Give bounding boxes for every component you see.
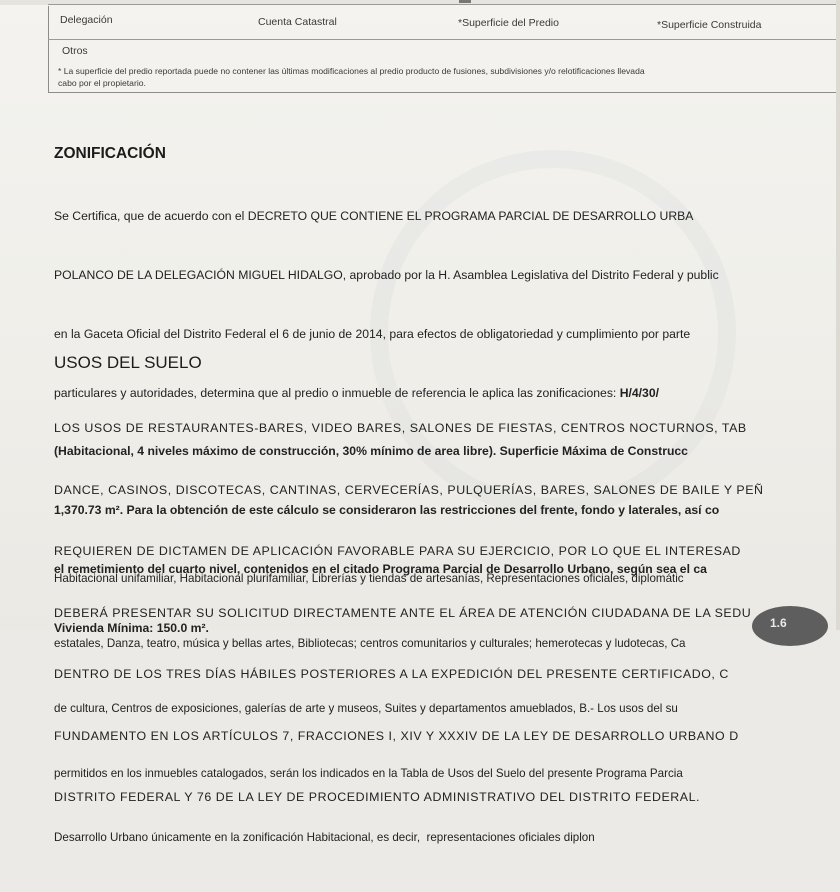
header-superficie-construida: *Superficie Construida xyxy=(657,19,762,31)
zonificacion-title: ZONIFICACIÓN xyxy=(54,145,166,162)
superficie-footnote xyxy=(58,66,645,89)
paragraph-line: DEBERÁ PRESENTAR SU SOLICITUD DIRECTAMENTE ANTE EL ÁREA DE ATENCIÓN CIUDADANA DE LA SEDU xyxy=(54,605,752,620)
paragraph-line-bold: 1,370.73 m². Para la obtención de este cálculo se consideraron las restricciones del frente, fondo y laterales, así co xyxy=(54,503,720,518)
paragraph-line: Habitacional unifamiliar, Habitacional plurifamiliar, Librerías y tiendas de artesanías, Representaciones oficiales, diplomátic xyxy=(54,572,684,586)
paragraph-line-bold: Vivienda Mínima: 150.0 m². xyxy=(54,620,209,635)
paragraph-line: POLANCO DE LA DELEGACIÓN MIGUEL HIDALGO, aprobado por la H. Asamblea Legislativa del Distrito Federal y public xyxy=(54,267,719,282)
header-delegacion: Delegación xyxy=(60,14,113,26)
paragraph-line: LOS USOS DE RESTAURANTES-BARES, VIDEO BARES, SALONES DE FIESTAS, CENTROS NOCTURNOS, TAB xyxy=(54,421,747,435)
paragraph-line: DENTRO DE LOS TRES DÍAS HÁBILES POSTERIORES A LA EXPEDICIÓN DEL PRESENTE CERTIFICADO, C xyxy=(54,667,729,681)
paragraph-line: de cultura, Centros de exposiciones, galerías de arte y museos, Suites y departamentos amueblados, B.- Los usos del su xyxy=(54,701,678,715)
table-top-border xyxy=(48,4,840,5)
footnote-line: * La superficie del predio reportada puede no contener las últimas modificaciones al predio producto de fusiones, subdivisiones y/o relotificaciones llevada xyxy=(58,66,645,76)
usos-suelo-title: USOS DEL SUELO xyxy=(54,353,202,372)
paragraph-line-bold: (Habitacional, 4 niveles máximo de construcción, 30% mínimo de area libre). Superficie Máxima de Construcc xyxy=(54,444,688,459)
paragraph-line: estatales, Danza, teatro, música y bellas artes, Bibliotecas; centros comunitarios y culturales; hemerotecas y ludotecas, Ca xyxy=(54,636,686,650)
footnote-line: cabo por el propietario. xyxy=(58,77,146,88)
paragraph-line: Desarrollo Urbano únicamente en la zonificación Habitacional, es decir, representaciones oficiales diplon xyxy=(54,831,595,845)
zonificacion-intro: particulares y autoridades, determina que al predio o inmueble de referencia le aplica las zonificaciones: xyxy=(54,385,620,400)
usos-permitidos-paragraph xyxy=(54,525,686,892)
paragraph-line: FUNDAMENTO EN LOS ARTÍCULOS 7, FRACCIONES I, XIV Y XXXIV DE LA LEY DE DESARROLLO URBANO D xyxy=(54,728,739,743)
page-badge[interactable] xyxy=(752,606,828,646)
paragraph-line-bold: el remetimiento del cuarto nivel, contenidos en el citado Programa Parcial de Desarrollo Urbano, según sea el ca xyxy=(54,561,707,576)
table-top-mark xyxy=(459,0,471,3)
paragraph-line: DANCE, CASINOS, DISCOTECAS, CANTINAS, CERVECERÍAS, PULQUERÍAS, BARES, SALONES DE BAILE Y PEÑ xyxy=(54,482,764,497)
table-row-divider xyxy=(48,39,840,40)
paragraph-line: REQUIEREN DE DICTAMEN DE APLICACIÓN FAVORABLE PARA SU EJERCICIO, POR LO QUE EL INTERESAD xyxy=(54,544,741,558)
page-edge xyxy=(836,0,840,630)
zone-code: H/4/30/ xyxy=(619,385,659,400)
header-cuenta-catastral: Cuenta Catastral xyxy=(258,16,337,28)
paragraph-line: Se Certifica, que de acuerdo con el DECRETO QUE CONTIENE EL PROGRAMA PARCIAL DE DESARROLLO URBA xyxy=(54,209,694,224)
paragraph-line: permitidos en los inmuebles catalogados, serán los indicados en la Tabla de Usos del Suelo del presente Programa Parcia xyxy=(54,766,683,780)
header-superficie-predio: *Superficie del Predio xyxy=(458,17,559,29)
page-badge-text: 1.6 xyxy=(770,616,787,630)
otros-label: Otros xyxy=(62,45,88,57)
paragraph-line: en la Gaceta Oficial del Distrito Federal el 6 de junio de 2014, para efectos de obligatoriedad y cumplimiento por parte xyxy=(54,326,691,341)
paragraph-line: DISTRITO FEDERAL Y 76 DE LA LEY DE PROCEDIMIENTO ADMINISTRATIVO DEL DISTRITO FEDERAL. xyxy=(54,790,701,804)
